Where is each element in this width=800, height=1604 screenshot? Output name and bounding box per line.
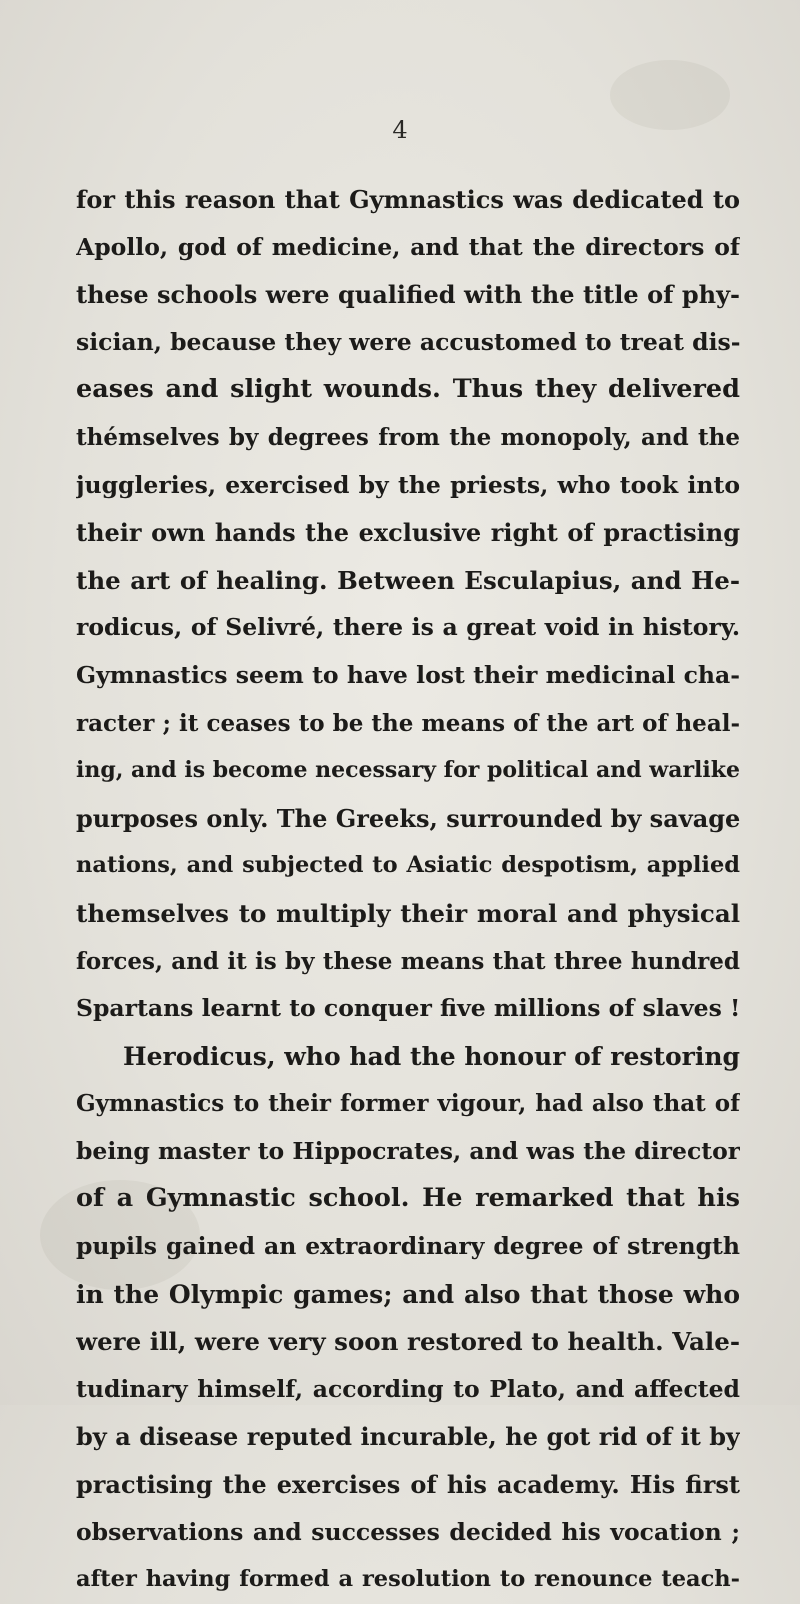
text-line: being master to Hippocrates, and was the director [76,1136,740,1165]
text-line: Herodicus, who had the honour of restoring [123,1041,740,1071]
text-line: these schools were qualified with the title of phy- [76,280,740,310]
text-line: Spartans learnt to conquer five millions of slaves ! [76,994,740,1023]
text-line: themselves to multiply their moral and physical [76,898,740,928]
text-line: pupils gained an extraordinary degree of strength [76,1232,740,1261]
text-line: ing, and is become necessary for political and warlike [76,757,740,784]
text-line: Apollo, god of medicine, and that the directors of [76,232,740,261]
text-line: Gymnastics seem to have lost their medicinal cha- [76,660,740,689]
text-line: forces, and it is by these means that three hundred [76,947,740,975]
text-line: juggleries, exercised by the priests, who took into [76,470,740,499]
text-line: by a disease reputed incurable, he got rid of it by [76,1422,740,1452]
text-line: practising the exercises of his academy. His first [76,1470,740,1500]
text-line: after having formed a resolution to renounce teach- [76,1566,740,1593]
text-line: tudinary himself, according to Plato, and affected [76,1374,740,1403]
text-line: purposes only. The Greeks, surrounded by savage [76,803,740,833]
text-line: in the Olympic games; and also that those who [76,1279,740,1309]
text-line: Gymnastics to their former vigour, had also that of [76,1090,740,1118]
text-line: for this reason that Gymnastics was dedicated to [76,185,740,214]
page-number: 4 [392,116,408,144]
text-line: observations and successes decided his vocation ; [76,1517,740,1546]
text-line: nations, and subjected to Asiatic despotism, applied [76,852,740,879]
body-text [76,176,740,1604]
text-line: racter ; it ceases to be the means of the art of heal- [76,709,740,737]
text-line: their own hands the exclusive right of practising [76,518,740,548]
text-line: rodicus, of Selivré, there is a great void in history. [76,613,740,642]
text-line: eases and slight wounds. Thus they delivered [76,374,740,405]
text-line: of a Gymnastic school. He remarked that his [76,1183,740,1214]
text-line: thémselves by degrees from the monopoly, and the [76,423,740,451]
text-line: the art of healing. Between Esculapius, and He- [76,565,740,595]
text-line: were ill, were very soon restored to health. Vale- [76,1327,740,1357]
text-line: sician, because they were accustomed to treat dis- [76,327,740,356]
